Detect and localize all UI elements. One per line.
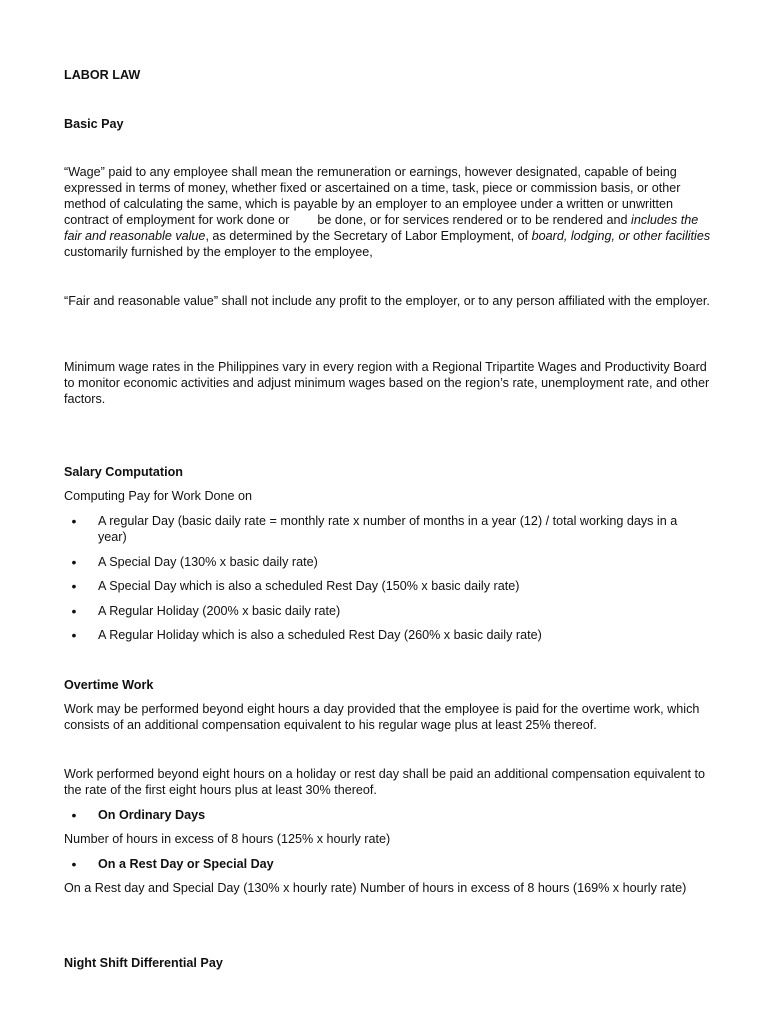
heading-overtime-work: Overtime Work bbox=[64, 678, 154, 692]
paragraph-overtime-1: Work may be performed beyond eight hours a day provided that the employee is paid for the overtime work, which consists of an additional compensation equivalent to his regular wage plus at least 25% thereof. bbox=[64, 702, 700, 732]
paragraph-minimum-wage: Minimum wage rates in the Philippines vary in every region with a Regional Tripartite Wages and Productivity Board to monitor economic activities and adjust minimum wages based on the region’s rate, unemployment rate, and other factors. bbox=[64, 360, 710, 406]
document-title: LABOR LAW bbox=[64, 68, 141, 82]
list-item-text: A Regular Holiday which is also a scheduled Rest Day (260% x basic daily rate) bbox=[98, 628, 542, 642]
heading-night-shift: Night Shift Differential Pay bbox=[64, 956, 223, 970]
wage-text-a: “Wage” paid to any employee shall mean the remuneration or earnings, however designated, capable of being expressed in terms of money, whether fixed or ascertained on a time, task, piece or commission basis, or other method of calculating the same, which is payable by an employer to an employee under a written or unwritten contract of employment for work done or bbox=[64, 165, 681, 227]
salary-intro: Computing Pay for Work Done on bbox=[64, 489, 253, 503]
subheading-ordinary-days: On Ordinary Days bbox=[98, 808, 206, 822]
subheading-rest-day: On a Rest Day or Special Day bbox=[98, 857, 274, 871]
list-item-text: A regular Day (basic daily rate = monthly rate x number of months in a year (12) / total working days in a year) bbox=[98, 514, 678, 544]
list-item-text: A Special Day which is also a scheduled Rest Day (150% x basic daily rate) bbox=[98, 579, 520, 593]
bullet-icon: • bbox=[71, 807, 77, 823]
wage-text-d: , as determined by the Secretary of Labor Employment, of bbox=[205, 229, 529, 243]
wage-text-c: includes the fair and reasonable value bbox=[64, 213, 699, 243]
bullet-icon: • bbox=[71, 578, 77, 594]
list-item-text: A Regular Holiday (200% x basic daily rate) bbox=[98, 604, 341, 618]
paragraph-overtime-2: Work performed beyond eight hours on a holiday or rest day shall be paid an additional compensation equivalent to the rate of the first eight hours plus at least 30% thereof. bbox=[64, 767, 706, 797]
wage-text-f: customarily furnished by the employer to the employee, bbox=[64, 245, 373, 259]
list-item-text: A Special Day (130% x basic daily rate) bbox=[98, 555, 318, 569]
wage-text-e: board, lodging, or other facilities bbox=[531, 229, 711, 243]
bullet-icon: • bbox=[71, 856, 77, 872]
paragraph-wage-definition bbox=[64, 164, 714, 260]
heading-salary-computation: Salary Computation bbox=[64, 465, 183, 479]
bullet-icon: • bbox=[71, 513, 77, 529]
bullet-icon: • bbox=[71, 554, 77, 570]
heading-basic-pay: Basic Pay bbox=[64, 117, 124, 131]
rest-day-text: On a Rest day and Special Day (130% x hourly rate) Number of hours in excess of 8 hours (169% x hourly rate) bbox=[64, 881, 687, 895]
bullet-icon: • bbox=[71, 627, 77, 643]
bullet-icon: • bbox=[71, 603, 77, 619]
wage-text-b: be done, or for services rendered or to be rendered and bbox=[317, 213, 628, 227]
paragraph-fair-value: “Fair and reasonable value” shall not include any profit to the employer, or to any person affiliated with the employer. bbox=[64, 294, 710, 308]
ordinary-days-text: Number of hours in excess of 8 hours (125% x hourly rate) bbox=[64, 832, 391, 846]
